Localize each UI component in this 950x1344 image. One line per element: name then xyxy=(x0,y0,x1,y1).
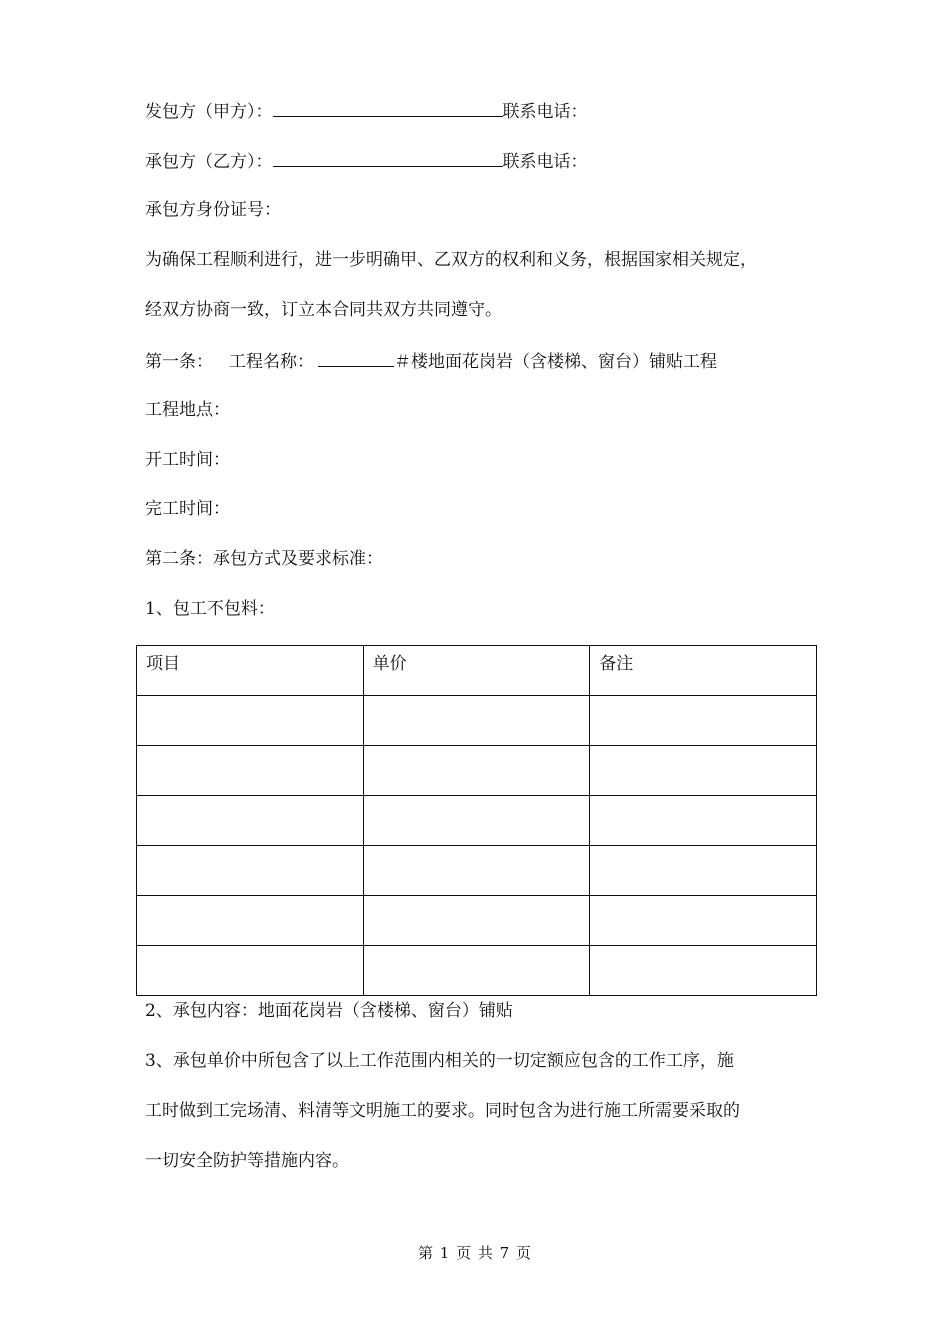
article2-item-3-line-3: 一切安全防护等措施内容。 xyxy=(145,1151,349,1171)
table-row xyxy=(137,796,817,846)
table-cell[interactable] xyxy=(363,696,590,746)
article2-item-1: 1、包工不包料： xyxy=(145,599,275,619)
header-item: 项目 xyxy=(137,646,364,696)
project-name-blank[interactable] xyxy=(318,348,394,367)
id-number-line xyxy=(145,198,281,222)
table-row xyxy=(137,846,817,896)
table-cell[interactable] xyxy=(590,696,817,746)
article2-item-3-line-2: 工时做到工完场清、料清等文明施工的要求。同时包含为进行施工所需要采取的 xyxy=(145,1101,740,1121)
table-cell[interactable] xyxy=(590,946,817,996)
party-a-phone-label: 联系电话： xyxy=(502,102,588,122)
article1-line xyxy=(145,348,717,374)
article2-title: 第二条：承包方式及要求标准： xyxy=(145,549,383,569)
article2-item-3-line-1: 3、承包单价中所包含了以上工作范围内相关的一切定额应包含的工作工序，施 xyxy=(145,1051,734,1071)
party-b-label: 承包方（乙方）： xyxy=(145,152,273,172)
table-cell[interactable] xyxy=(137,946,364,996)
table-cell[interactable] xyxy=(137,696,364,746)
id-number-label: 承包方身份证号： xyxy=(145,200,281,220)
table-cell[interactable] xyxy=(590,746,817,796)
article1-label: 第一条： xyxy=(145,352,213,372)
table-cell[interactable] xyxy=(363,946,590,996)
party-a-blank[interactable] xyxy=(273,98,503,117)
party-a-line xyxy=(145,98,588,124)
header-unit-price: 单价 xyxy=(363,646,590,696)
header-remark: 备注 xyxy=(590,646,817,696)
table-cell[interactable] xyxy=(363,896,590,946)
start-time-field: 开工时间： xyxy=(145,450,230,470)
table-cell[interactable] xyxy=(590,896,817,946)
table-cell[interactable] xyxy=(137,746,364,796)
intro-line-2: 经双方协商一致，订立本合同共双方共同遵守。 xyxy=(145,300,502,320)
end-time-field: 完工时间： xyxy=(145,499,230,519)
table-cell[interactable] xyxy=(590,796,817,846)
intro-line-1: 为确保工程顺利进行，进一步明确甲、乙双方的权利和义务，根据国家相关规定， xyxy=(145,250,757,270)
table-row xyxy=(137,896,817,946)
table-cell[interactable] xyxy=(137,796,364,846)
location-field: 工程地点： xyxy=(145,400,230,420)
price-table xyxy=(136,645,817,996)
table-row xyxy=(137,746,817,796)
party-b-phone-label: 联系电话： xyxy=(502,152,588,172)
project-name-label: 工程名称： xyxy=(229,352,314,372)
article2-item-2: 2、承包内容：地面花岗岩（含楼梯、窗台）铺贴 xyxy=(145,1001,513,1021)
table-cell[interactable] xyxy=(137,896,364,946)
party-b-blank[interactable] xyxy=(273,148,503,167)
party-a-label: 发包方（甲方）： xyxy=(145,102,273,122)
table-cell[interactable] xyxy=(363,796,590,846)
table-row xyxy=(137,696,817,746)
table-row xyxy=(137,946,817,996)
table-cell[interactable] xyxy=(590,846,817,896)
project-name-suffix: ＃楼地面花岗岩（含楼梯、窗台）铺贴工程 xyxy=(394,352,717,372)
table-cell[interactable] xyxy=(363,746,590,796)
table-cell[interactable] xyxy=(137,846,364,896)
table-cell[interactable] xyxy=(363,846,590,896)
table-header-row xyxy=(137,646,817,696)
party-b-line xyxy=(145,148,588,174)
page-number: 第 1 页 共 7 页 xyxy=(418,1244,532,1262)
